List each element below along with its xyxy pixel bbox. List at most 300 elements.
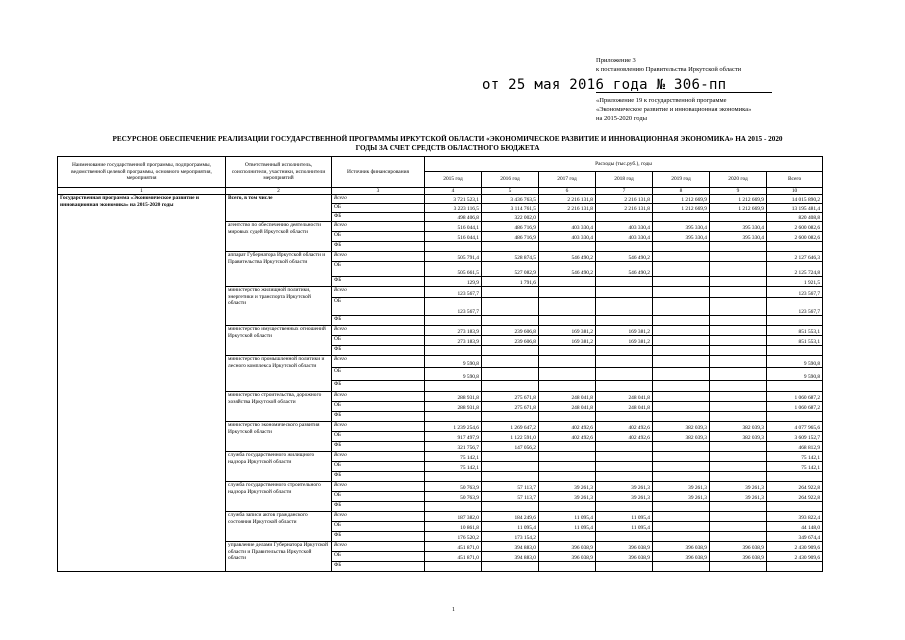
- value-cell: 3 436 763,5: [482, 195, 539, 204]
- value-cell: [653, 502, 710, 512]
- total-cell: [767, 242, 823, 252]
- value-cell: 396 038,9: [710, 552, 767, 562]
- handwritten-date-number: от 25 мая 2016 года № 306-пп: [482, 77, 727, 93]
- value-cell: [596, 472, 653, 482]
- year-header: 2017 год: [539, 172, 596, 188]
- value-cell: 396 038,9: [596, 542, 653, 552]
- value-cell: [653, 316, 710, 326]
- total-cell: 264 922,8: [767, 492, 823, 502]
- value-cell: 57 113,7: [482, 492, 539, 502]
- value-cell: [482, 412, 539, 422]
- value-cell: 2 216 131,8: [539, 195, 596, 204]
- value-cell: [653, 346, 710, 356]
- value-cell: [596, 452, 653, 462]
- value-cell: 527 082,9: [482, 262, 539, 277]
- total-cell: 9 590,8: [767, 368, 823, 381]
- value-cell: 382 039,3: [653, 432, 710, 442]
- value-cell: [653, 452, 710, 462]
- col-program-header: Наименование государственной программы, подпрограммы, ведомственной целевой программы, основного мероприятия, мероприятия: [58, 157, 226, 188]
- source-cell: ФБ: [332, 472, 425, 482]
- value-cell: 123 567,7: [425, 287, 482, 298]
- value-cell: [539, 356, 596, 368]
- total-cell: 4 077 965,6: [767, 422, 823, 432]
- value-cell: 396 038,9: [596, 552, 653, 562]
- source-cell: ОБ: [332, 204, 425, 213]
- value-cell: 396 038,9: [539, 542, 596, 552]
- value-cell: 451 871,0: [425, 542, 482, 552]
- value-cell: 546 490,2: [596, 262, 653, 277]
- source-cell: ОБ: [332, 492, 425, 502]
- source-cell: Всего: [332, 422, 425, 432]
- value-cell: [596, 213, 653, 222]
- value-cell: 403 330,4: [596, 222, 653, 232]
- value-cell: 505 791,4: [425, 252, 482, 262]
- value-cell: [425, 472, 482, 482]
- value-cell: [539, 346, 596, 356]
- value-cell: [710, 392, 767, 402]
- value-cell: 396 038,9: [653, 542, 710, 552]
- value-cell: 1 212 669,9: [710, 204, 767, 213]
- source-cell: ФБ: [332, 346, 425, 356]
- value-cell: [539, 213, 596, 222]
- value-cell: [710, 512, 767, 522]
- value-cell: [539, 316, 596, 326]
- value-cell: 39 261,3: [596, 482, 653, 492]
- value-cell: 39 261,3: [539, 492, 596, 502]
- value-cell: 39 261,3: [596, 492, 653, 502]
- value-cell: 2 216 131,8: [596, 195, 653, 204]
- value-cell: [710, 412, 767, 422]
- total-cell: 14 015 890,2: [767, 195, 823, 204]
- value-cell: [539, 442, 596, 452]
- value-cell: 546 490,2: [539, 262, 596, 277]
- value-cell: 273 183,9: [425, 326, 482, 336]
- value-cell: 396 038,9: [710, 542, 767, 552]
- value-cell: [539, 562, 596, 572]
- year-header: 2015 год: [425, 172, 482, 188]
- value-cell: 3 223 116,5: [425, 204, 482, 213]
- source-cell: Всего: [332, 452, 425, 462]
- col-exec-header: Ответственный исполнитель, соисполнители, участники, исполнители мероприятий: [226, 157, 332, 188]
- value-cell: [710, 452, 767, 462]
- value-cell: [425, 562, 482, 572]
- total-cell: 123 567,7: [767, 298, 823, 316]
- value-cell: [710, 336, 767, 346]
- col-number: 7: [596, 188, 653, 195]
- value-cell: 273 183,9: [425, 336, 482, 346]
- value-cell: [710, 213, 767, 222]
- total-cell: 2 600 082,6: [767, 222, 823, 232]
- value-cell: 147 056,2: [482, 442, 539, 452]
- value-cell: 382 039,3: [653, 422, 710, 432]
- value-cell: [539, 287, 596, 298]
- value-cell: [425, 346, 482, 356]
- col-number: 6: [539, 188, 596, 195]
- value-cell: [596, 277, 653, 287]
- value-cell: 9 590,8: [425, 368, 482, 381]
- total-cell: 1 060 687,2: [767, 392, 823, 402]
- value-cell: [539, 412, 596, 422]
- total-cell: 1 921,5: [767, 277, 823, 287]
- value-cell: [482, 287, 539, 298]
- source-cell: Всего: [332, 392, 425, 402]
- value-cell: 169 381,2: [596, 326, 653, 336]
- source-cell: Всего: [332, 252, 425, 262]
- total-cell: 851 553,1: [767, 326, 823, 336]
- value-cell: 288 931,8: [425, 392, 482, 402]
- value-cell: [710, 502, 767, 512]
- value-cell: 394 883,0: [482, 552, 539, 562]
- value-cell: 11 095,4: [539, 512, 596, 522]
- value-cell: [653, 213, 710, 222]
- value-cell: [653, 262, 710, 277]
- source-cell: ОБ: [332, 522, 425, 532]
- value-cell: 395 330,4: [710, 232, 767, 242]
- col-number: 5: [482, 188, 539, 195]
- value-cell: [710, 252, 767, 262]
- value-cell: [482, 356, 539, 368]
- value-cell: 9 590,8: [425, 356, 482, 368]
- source-cell: ФБ: [332, 277, 425, 287]
- value-cell: 10 861,8: [425, 522, 482, 532]
- appendix-label: Приложение 3: [596, 57, 636, 64]
- value-cell: 129,9: [425, 277, 482, 287]
- value-cell: [596, 412, 653, 422]
- executor-cell: служба записи актов гражданского состояния Иркутской области: [226, 512, 332, 542]
- value-cell: 403 330,4: [539, 222, 596, 232]
- value-cell: 3 721 523,1: [425, 195, 482, 204]
- value-cell: [596, 462, 653, 472]
- value-cell: [425, 316, 482, 326]
- value-cell: [596, 381, 653, 392]
- total-cell: 264 922,8: [767, 482, 823, 492]
- program-years-label: на 2015-2020 годы: [596, 115, 648, 122]
- value-cell: [653, 381, 710, 392]
- value-cell: 402 492,6: [539, 432, 596, 442]
- source-cell: ФБ: [332, 316, 425, 326]
- value-cell: [596, 532, 653, 542]
- value-cell: 394 883,0: [482, 542, 539, 552]
- value-cell: [653, 532, 710, 542]
- value-cell: 395 330,4: [710, 222, 767, 232]
- total-cell: [767, 346, 823, 356]
- value-cell: 39 261,3: [653, 492, 710, 502]
- value-cell: [539, 502, 596, 512]
- total-cell: 851 553,1: [767, 336, 823, 346]
- value-cell: 184 249,6: [482, 512, 539, 522]
- value-cell: 11 095,4: [596, 522, 653, 532]
- value-cell: 248 041,8: [596, 402, 653, 412]
- source-cell: ОБ: [332, 462, 425, 472]
- total-cell: 75 142,1: [767, 452, 823, 462]
- value-cell: [710, 532, 767, 542]
- year-header: 2018 год: [596, 172, 653, 188]
- value-cell: [425, 502, 482, 512]
- value-cell: [596, 502, 653, 512]
- source-cell: Всего: [332, 356, 425, 368]
- value-cell: [653, 562, 710, 572]
- executor-cell: агентство по обеспечению деятельности мировых судей Иркутской области: [226, 222, 332, 252]
- value-cell: 50 763,9: [425, 482, 482, 492]
- value-cell: [710, 316, 767, 326]
- value-cell: [653, 402, 710, 412]
- value-cell: [710, 346, 767, 356]
- value-cell: [539, 298, 596, 316]
- value-cell: 498 406,8: [425, 213, 482, 222]
- value-cell: 1 122 591,0: [482, 432, 539, 442]
- value-cell: [653, 252, 710, 262]
- value-cell: 11 095,4: [482, 522, 539, 532]
- value-cell: [710, 287, 767, 298]
- value-cell: [539, 381, 596, 392]
- source-cell: Всего: [332, 326, 425, 336]
- value-cell: [482, 316, 539, 326]
- value-cell: [710, 242, 767, 252]
- executor-cell: министерство экономического развития Иркутской области: [226, 422, 332, 452]
- value-cell: 516 044,1: [425, 222, 482, 232]
- value-cell: 1 212 669,9: [653, 195, 710, 204]
- executor-cell: министерство жилищной политики, энергетики и транспорта Иркутской области: [226, 287, 332, 326]
- value-cell: 1 212 669,9: [653, 204, 710, 213]
- value-cell: 402 492,6: [596, 422, 653, 432]
- value-cell: [596, 562, 653, 572]
- source-cell: ОБ: [332, 232, 425, 242]
- value-cell: 396 038,9: [539, 552, 596, 562]
- source-cell: Всего: [332, 222, 425, 232]
- value-cell: [596, 287, 653, 298]
- value-cell: 187 382,0: [425, 512, 482, 522]
- value-cell: 39 261,3: [710, 492, 767, 502]
- value-cell: [710, 381, 767, 392]
- resource-table: [57, 156, 823, 572]
- total-cell: 44 148,0: [767, 522, 823, 532]
- prev-appendix-label: «Приложение 19 к государственной программе: [596, 97, 727, 104]
- value-cell: [482, 452, 539, 462]
- value-cell: [710, 472, 767, 482]
- col-number: 1: [58, 188, 226, 195]
- source-cell: ОБ: [332, 262, 425, 277]
- value-cell: 169 381,2: [539, 336, 596, 346]
- value-cell: 288 931,8: [425, 402, 482, 412]
- title-line-2: ГОДЫ ЗА СЧЕТ СРЕДСТВ ОБЛАСТНОГО БЮДЖЕТА: [355, 144, 540, 152]
- total-cell: 2 127 646,3: [767, 252, 823, 262]
- value-cell: 50 763,9: [425, 492, 482, 502]
- value-cell: [653, 392, 710, 402]
- value-cell: 75 142,1: [425, 462, 482, 472]
- value-cell: [596, 442, 653, 452]
- value-cell: [710, 562, 767, 572]
- value-cell: 451 871,0: [425, 552, 482, 562]
- value-cell: [710, 368, 767, 381]
- page-number: 1: [452, 607, 455, 613]
- executor-cell: управление делами Губернатора Иркутской области и Правительства Иркутской области: [226, 542, 332, 572]
- value-cell: 169 381,2: [596, 336, 653, 346]
- source-cell: ФБ: [332, 381, 425, 392]
- source-cell: ФБ: [332, 242, 425, 252]
- value-cell: 396 038,9: [653, 552, 710, 562]
- value-cell: [653, 287, 710, 298]
- value-cell: 248 041,8: [539, 402, 596, 412]
- col-number: 2: [226, 188, 332, 195]
- col-number: 3: [332, 188, 425, 195]
- executor-cell: аппарат Губернатора Иркутской области и Правительства Иркутской области: [226, 252, 332, 287]
- value-cell: [653, 442, 710, 452]
- value-cell: 505 661,5: [425, 262, 482, 277]
- source-cell: ОБ: [332, 432, 425, 442]
- value-cell: [653, 298, 710, 316]
- source-cell: ОБ: [332, 368, 425, 381]
- value-cell: 169 381,2: [539, 326, 596, 336]
- executor-cell: министерство имущественных отношений Иркутской области: [226, 326, 332, 356]
- value-cell: [482, 298, 539, 316]
- source-cell: ФБ: [332, 562, 425, 572]
- value-cell: 11 095,4: [539, 522, 596, 532]
- source-cell: ОБ: [332, 298, 425, 316]
- value-cell: [539, 368, 596, 381]
- program-name-cell: Государственная программа «Экономическое развитие и инновационная экономика» на 2015-2020 годы: [58, 195, 226, 572]
- value-cell: 239 606,8: [482, 336, 539, 346]
- value-cell: 2 216 131,8: [539, 204, 596, 213]
- value-cell: 176 520,2: [425, 532, 482, 542]
- total-cell: 3 609 152,7: [767, 432, 823, 442]
- col-number: 8: [653, 188, 710, 195]
- source-cell: ФБ: [332, 442, 425, 452]
- value-cell: [710, 326, 767, 336]
- value-cell: 486 716,9: [482, 222, 539, 232]
- value-cell: 395 330,4: [653, 222, 710, 232]
- value-cell: 402 492,6: [539, 422, 596, 432]
- value-cell: [710, 356, 767, 368]
- table-row: [58, 195, 823, 204]
- value-cell: [596, 368, 653, 381]
- total-cell: 75 142,1: [767, 462, 823, 472]
- source-cell: ФБ: [332, 532, 425, 542]
- value-cell: 321 756,7: [425, 442, 482, 452]
- value-cell: [710, 462, 767, 472]
- value-cell: 11 095,4: [596, 512, 653, 522]
- value-cell: [482, 462, 539, 472]
- source-cell: ОБ: [332, 402, 425, 412]
- source-cell: ФБ: [332, 412, 425, 422]
- total-cell: 2 600 082,6: [767, 232, 823, 242]
- total-cell: 2 430 909,6: [767, 552, 823, 562]
- value-cell: 173 154,2: [482, 532, 539, 542]
- total-cell: 9 590,8: [767, 356, 823, 368]
- value-cell: [596, 242, 653, 252]
- value-cell: 248 041,8: [596, 392, 653, 402]
- total-cell: 2 430 909,6: [767, 542, 823, 552]
- value-cell: 39 261,3: [539, 482, 596, 492]
- total-cell: 2 125 724,8: [767, 262, 823, 277]
- year-header: 2019 год: [653, 172, 710, 188]
- value-cell: 275 671,8: [482, 392, 539, 402]
- total-cell: [767, 412, 823, 422]
- value-cell: [482, 242, 539, 252]
- total-cell: [767, 316, 823, 326]
- value-cell: [425, 242, 482, 252]
- decree-label: к постановлению Правительства Иркутской области: [596, 66, 742, 73]
- value-cell: [482, 381, 539, 392]
- value-cell: 75 142,1: [425, 452, 482, 462]
- total-cell: 468 812,9: [767, 442, 823, 452]
- executor-cell: служба государственного жилищного надзора Иркутской области: [226, 452, 332, 482]
- total-cell: 1 060 687,2: [767, 402, 823, 412]
- value-cell: [425, 381, 482, 392]
- col-number: 9: [710, 188, 767, 195]
- value-cell: [653, 462, 710, 472]
- col-source-header: Источник финансирования: [332, 157, 425, 188]
- total-cell: 13 195 481,4: [767, 204, 823, 213]
- value-cell: [710, 262, 767, 277]
- value-cell: 39 261,3: [710, 482, 767, 492]
- total-cell: [767, 562, 823, 572]
- col-number: 4: [425, 188, 482, 195]
- header-row: [58, 157, 823, 172]
- value-cell: [710, 402, 767, 412]
- value-cell: 486 716,9: [482, 232, 539, 242]
- value-cell: [710, 277, 767, 287]
- value-cell: 39 261,3: [653, 482, 710, 492]
- value-cell: 528 874,5: [482, 252, 539, 262]
- value-cell: [596, 356, 653, 368]
- value-cell: 917 497,9: [425, 432, 482, 442]
- value-cell: [710, 442, 767, 452]
- value-cell: 3 114 761,5: [482, 204, 539, 213]
- year-header: 2016 год: [482, 172, 539, 188]
- value-cell: [653, 522, 710, 532]
- value-cell: 239 606,8: [482, 326, 539, 336]
- value-cell: [482, 368, 539, 381]
- value-cell: [539, 277, 596, 287]
- document-title: [60, 135, 835, 153]
- source-cell: ФБ: [332, 502, 425, 512]
- value-cell: [653, 356, 710, 368]
- executor-cell: служба государственного строительного надзора Иркутской области: [226, 482, 332, 512]
- column-numbers-row: [58, 188, 823, 195]
- total-cell: 393 822,4: [767, 512, 823, 522]
- total-cell: 820 408,8: [767, 213, 823, 222]
- executor-cell: министерство строительства, дорожного хозяйства Иркутской области: [226, 392, 332, 422]
- value-cell: [653, 336, 710, 346]
- value-cell: 402 492,6: [596, 432, 653, 442]
- program-name-label: «Экономическое развитие и инновационная экономика»: [596, 106, 752, 113]
- value-cell: [482, 502, 539, 512]
- value-cell: [710, 522, 767, 532]
- col-costs-header: Расходы (тыс.руб.), годы: [425, 157, 823, 172]
- value-cell: [539, 532, 596, 542]
- value-cell: 322 002,0: [482, 213, 539, 222]
- value-cell: [653, 412, 710, 422]
- value-cell: 2 216 131,8: [596, 204, 653, 213]
- total-cell: [767, 472, 823, 482]
- value-cell: [653, 277, 710, 287]
- value-cell: 1 239 254,6: [425, 422, 482, 432]
- value-cell: [425, 412, 482, 422]
- total-cell: [767, 502, 823, 512]
- value-cell: [482, 562, 539, 572]
- value-cell: [539, 452, 596, 462]
- value-cell: 516 044,1: [425, 232, 482, 242]
- value-cell: 123 567,7: [425, 298, 482, 316]
- value-cell: [539, 242, 596, 252]
- total-header: Всего: [767, 172, 823, 188]
- value-cell: 382 039,3: [710, 422, 767, 432]
- value-cell: 275 671,8: [482, 402, 539, 412]
- value-cell: 403 330,4: [596, 232, 653, 242]
- executor-cell: министерство промышленной политики и лесного комплекса Иркутской области: [226, 356, 332, 392]
- underline: [596, 92, 772, 93]
- value-cell: [482, 472, 539, 482]
